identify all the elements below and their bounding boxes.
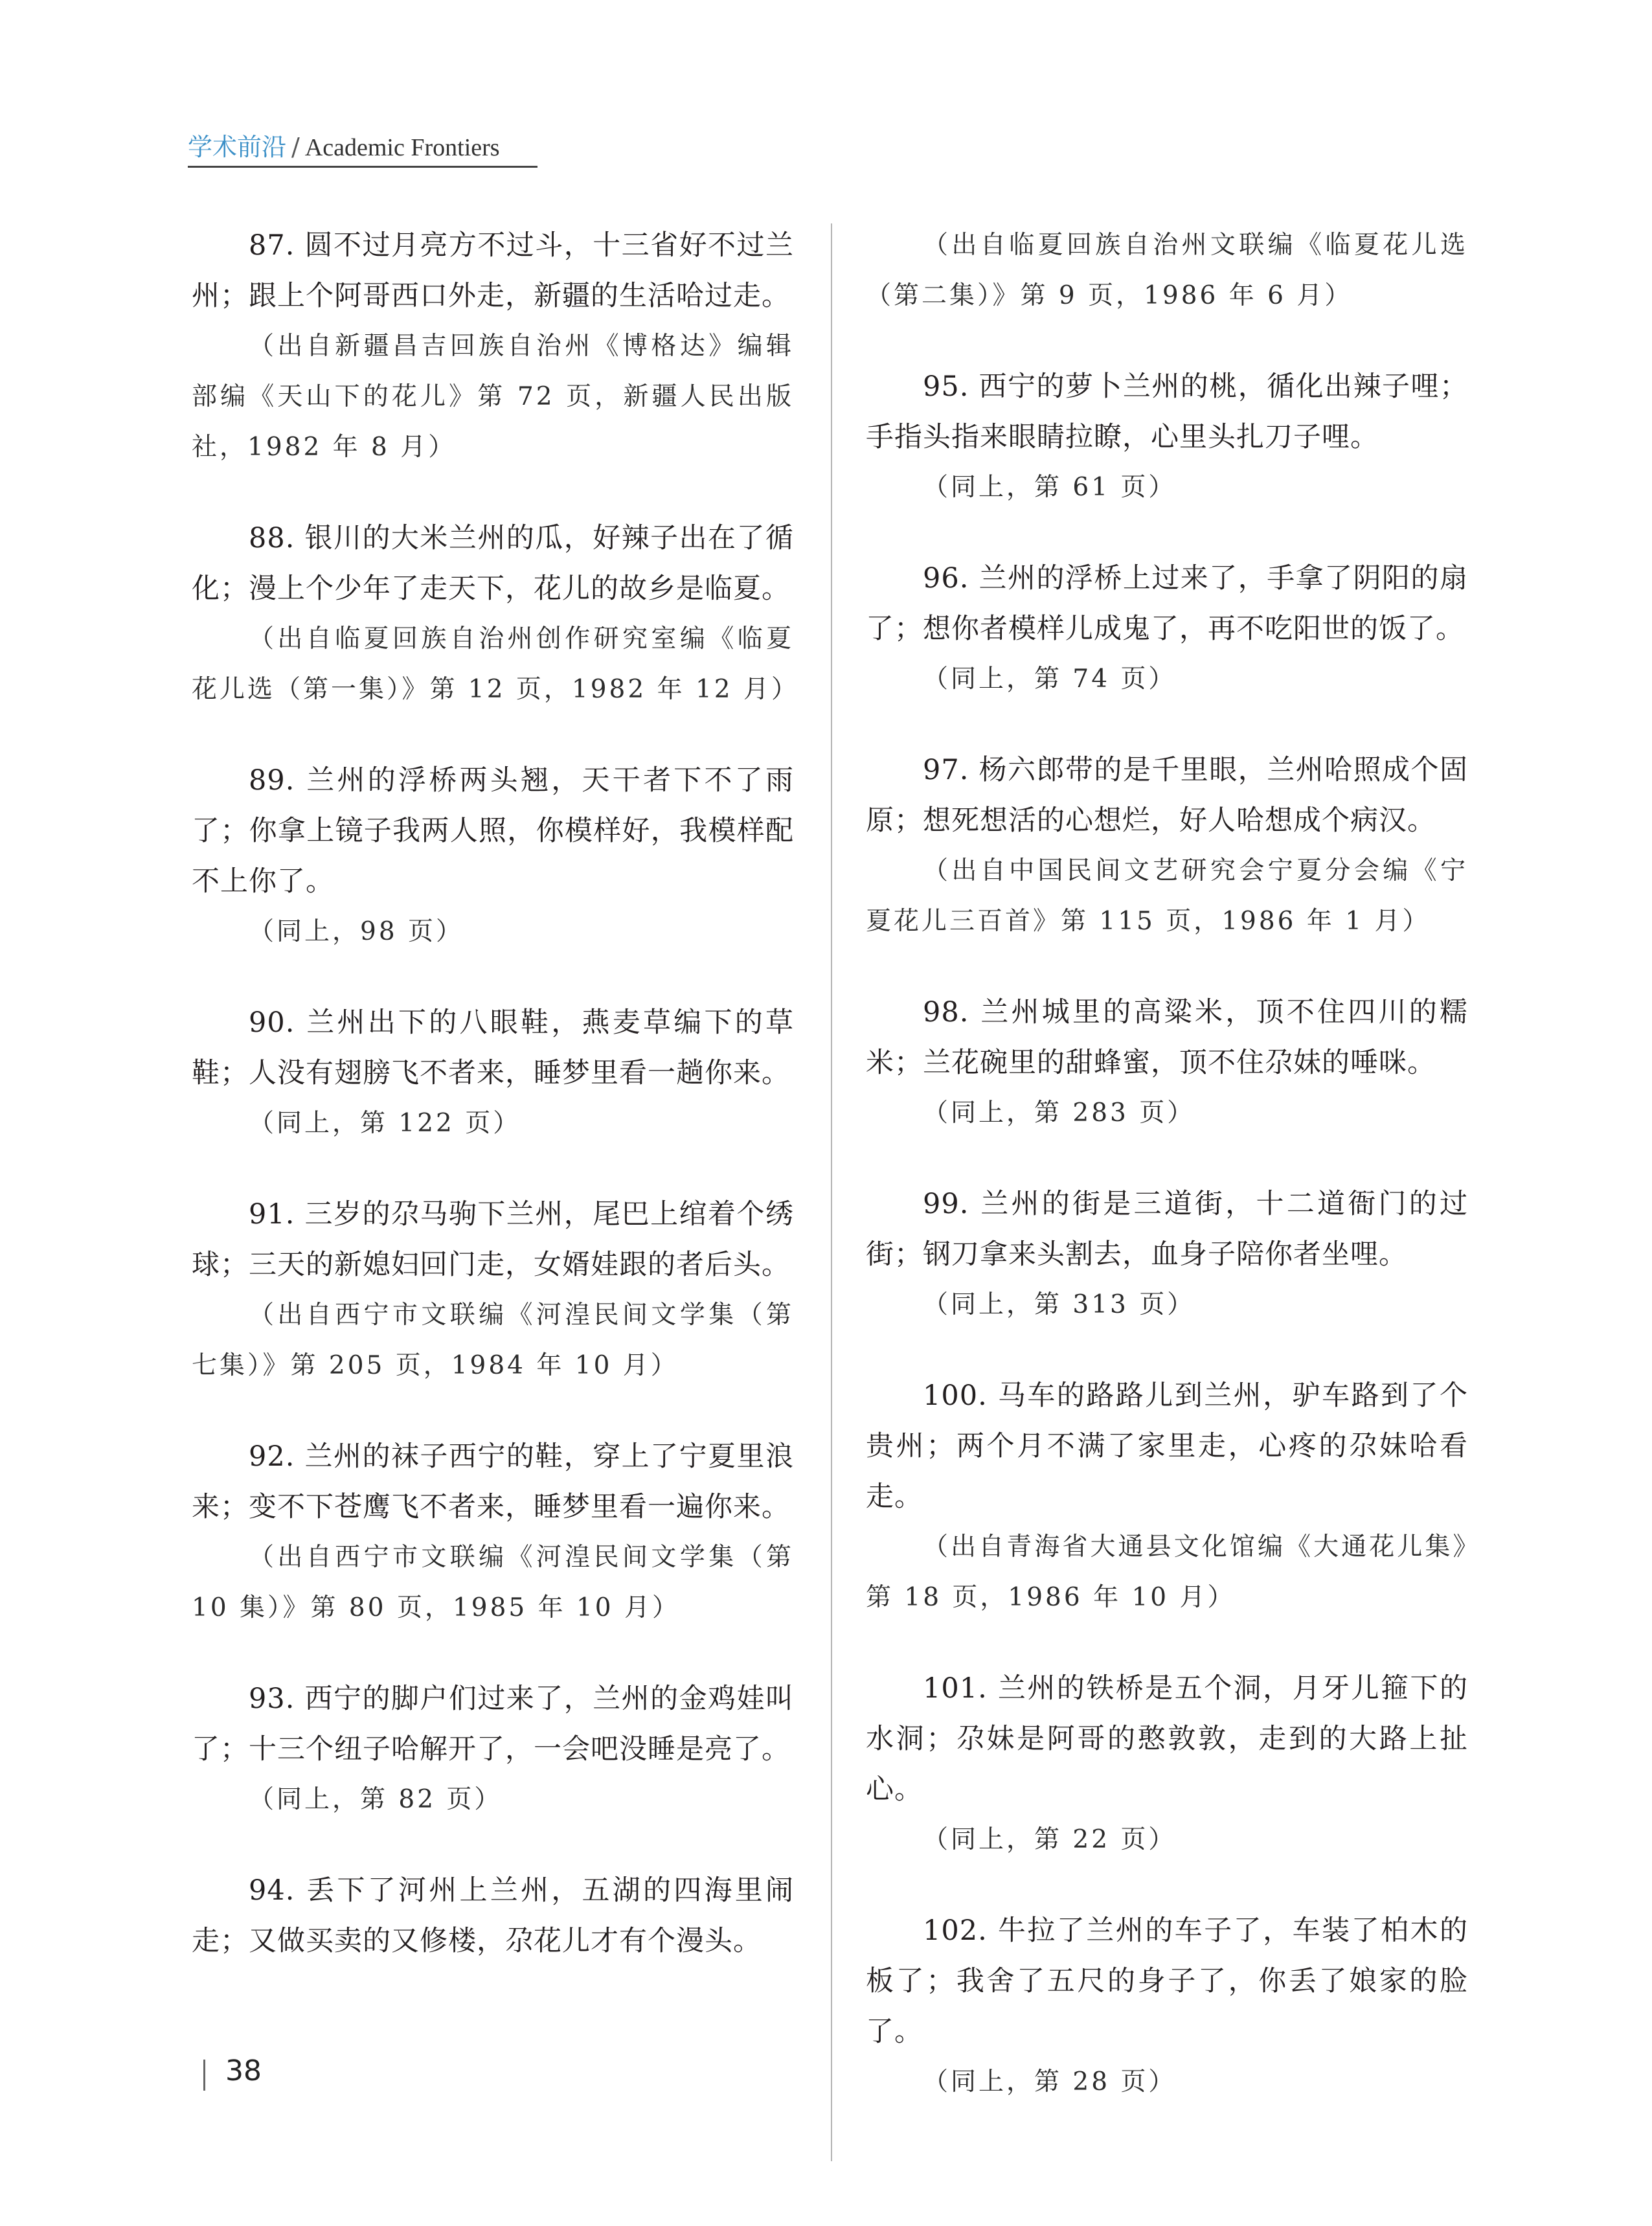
source-citation: （同上，第 22 页） bbox=[923, 1825, 1177, 1854]
song-entry-88 bbox=[192, 513, 799, 715]
song-entry-100 bbox=[866, 1370, 1468, 1623]
song-entry-101 bbox=[866, 1663, 1468, 1865]
source-citation: （出自青海省大通县文化馆编《大通花儿集》第 18 页，1986 年 10 月） bbox=[866, 1532, 1468, 1612]
verse-text: 90. 兰州出下的八眼鞋，燕麦草编下的草鞋；人没有翅膀飞不者来，睡梦里看一趟你来。 bbox=[192, 1006, 794, 1089]
verse-text: 91. 三岁的尕马驹下兰州，尾巴上绾着个绣球；三天的新媳妇回门走，女婿娃跟的者后头。 bbox=[192, 1198, 794, 1281]
source-citation: （同上，第 122 页） bbox=[249, 1109, 521, 1138]
source-citation: （出自新疆昌吉回族自治州《博格达》编辑部编《天山下的花儿》第 72 页，新疆人民出版社，1982 年 8 月） bbox=[192, 332, 794, 462]
source-citation: （同上，第 82 页） bbox=[249, 1785, 503, 1814]
verse-text: 96. 兰州的浮桥上过来了，手拿了阴阳的扇了；想你者模样儿成鬼了，再不吃阳世的饭了。 bbox=[866, 562, 1468, 645]
song-entry-90 bbox=[192, 997, 794, 1149]
right-column bbox=[866, 220, 1468, 2148]
song-entry-91 bbox=[192, 1189, 794, 1391]
source-citation: （出自西宁市文联编《河湟民间文学集（第 10 集）》第 80 页，1985 年 10 月） bbox=[192, 1543, 794, 1622]
song-entry-96 bbox=[866, 553, 1468, 705]
song-entry-99 bbox=[866, 1179, 1468, 1330]
song-entry-97 bbox=[866, 745, 1468, 947]
source-citation: （同上，第 74 页） bbox=[923, 664, 1177, 694]
source-citation: （出自临夏回族自治州文联编《临夏花儿选（第二集）》第 9 页，1986 年 6 月） bbox=[866, 231, 1468, 310]
verse-text: 97. 杨六郎带的是千里眼，兰州哈照成个固原；想死想活的心想烂，好人哈想成个病汉。 bbox=[866, 754, 1468, 837]
left-column bbox=[192, 220, 799, 2006]
section-title-en: Academic Frontiers bbox=[304, 134, 500, 161]
header-rule bbox=[188, 166, 537, 168]
verse-text: 98. 兰州城里的高粱米，顶不住四川的糯米；兰花碗里的甜蜂蜜，顶不住尕妹的唾咪。 bbox=[866, 996, 1468, 1079]
verse-text: 87. 圆不过月亮方不过斗，十三省好不过兰州；跟上个阿哥西口外走，新疆的生活哈过走。 bbox=[192, 229, 794, 312]
song-entry-102 bbox=[866, 1905, 1468, 2107]
source-citation: （同上，第 313 页） bbox=[923, 1290, 1195, 1319]
song-entry-92 bbox=[192, 1431, 794, 1633]
section-title-cn: 学术前沿 bbox=[188, 133, 287, 161]
column-divider bbox=[831, 223, 832, 2161]
source-citation: （出自西宁市文联编《河湟民间文学集（第七集）》第 205 页，1984 年 10 月） bbox=[192, 1300, 794, 1380]
song-entry-93 bbox=[192, 1674, 794, 1825]
verse-text: 99. 兰州的街是三道街，十二道衙门的过街；钢刀拿来头割去，血身子陪你者坐哩。 bbox=[866, 1188, 1468, 1271]
source-citation: （同上，第 283 页） bbox=[923, 1098, 1195, 1128]
verse-text: 100. 马车的路路儿到兰州，驴车路到了个贵州；两个月不满了家里走，心疼的尕妹哈看走。 bbox=[866, 1380, 1468, 1513]
song-entry-98 bbox=[866, 987, 1468, 1139]
header-separator: / bbox=[291, 133, 300, 161]
song-entry-95 bbox=[866, 361, 1468, 513]
verse-text: 88. 银川的大米兰州的瓜，好辣子出在了循化；漫上个少年了走天下，花儿的故乡是临夏。 bbox=[192, 522, 794, 605]
song-entry-89 bbox=[192, 755, 794, 957]
song-entry-94 bbox=[192, 1865, 794, 1966]
verse-text: 94. 丢下了河州上兰州，五湖的四海里闹走；又做买卖的又修楼，尕花儿才有个漫头。 bbox=[192, 1874, 794, 1957]
verse-text: 95. 西宁的萝卜兰州的桃，循化出辣子哩；手指头指来眼睛拉瞭，心里头扎刀子哩。 bbox=[866, 370, 1468, 453]
source-citation: （同上，第 61 页） bbox=[923, 473, 1177, 502]
song-entry-87 bbox=[192, 220, 794, 473]
verse-text: 93. 西宁的脚户们过来了，兰州的金鸡娃叫了；十三个纽子哈解开了，一会吧没睡是亮了。 bbox=[192, 1683, 794, 1766]
song-entry-94-source bbox=[866, 220, 1468, 321]
source-citation: （同上，98 页） bbox=[249, 917, 464, 946]
verse-text: 92. 兰州的袜子西宁的鞋，穿上了宁夏里浪来；变不下苍鹰飞不者来，睡梦里看一遍你来。 bbox=[192, 1440, 794, 1523]
source-citation: （出自中国民间文艺研究会宁夏分会编《宁夏花儿三百首》第 115 页，1986 年 1 月） bbox=[866, 856, 1468, 936]
verse-text: 89. 兰州的浮桥两头翘，天干者下不了雨了；你拿上镜子我两人照，你模样好，我模样配不上你了。 bbox=[192, 764, 794, 898]
source-citation: （同上，第 28 页） bbox=[923, 2067, 1177, 2096]
running-header bbox=[188, 127, 500, 166]
footer-bar bbox=[203, 2060, 205, 2091]
verse-text: 101. 兰州的铁桥是五个洞，月牙儿箍下的水洞；尕妹是阿哥的憨敦敦，走到的大路上扯心。 bbox=[866, 1672, 1468, 1806]
verse-text: 102. 牛拉了兰州的车子了，车装了柏木的板了；我舍了五尺的身子了，你丢了娘家的脸了。 bbox=[866, 1914, 1468, 2048]
source-citation: （出自临夏回族自治州创作研究室编《临夏花儿选（第一集）》第 12 页，1982 年 12 月） bbox=[192, 624, 799, 704]
page-number: 38 bbox=[225, 2054, 262, 2087]
